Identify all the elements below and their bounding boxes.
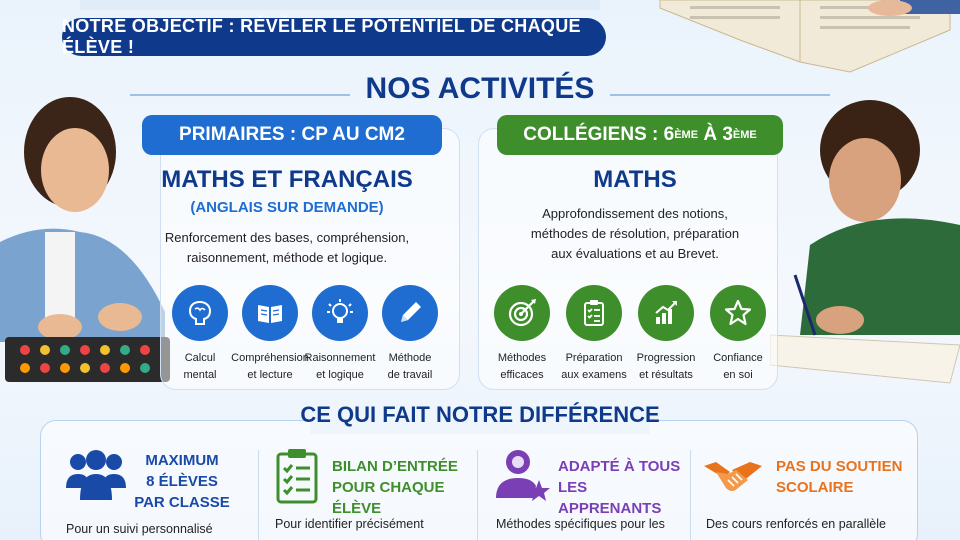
college-description-line3: aux évaluations et au Brevet.: [551, 246, 719, 261]
lightbulb-icon: [312, 285, 368, 341]
feature-separator: [477, 450, 478, 540]
title-line: BILAN D’ENTRÉE: [332, 458, 458, 475]
primary-icon-label-3: [300, 350, 380, 384]
feature-4-title: [776, 456, 906, 498]
brain-icon: [172, 285, 228, 341]
label-line: Progression: [636, 352, 696, 364]
title-line: LES APPRENANTS: [558, 479, 662, 517]
feature-3-title: [558, 456, 688, 519]
label-line: Méthode: [388, 352, 432, 364]
primary-description-line1: Renforcement des bases, compréhension,: [164, 230, 410, 245]
primary-subheading: (ANGLAIS SUR DEMANDE): [190, 199, 384, 216]
label-line: mental: [183, 369, 217, 381]
label-line: et résultats: [639, 369, 693, 381]
label-line: aux examens: [561, 369, 627, 381]
feature-2-title: [332, 456, 482, 519]
label-line: et lecture: [247, 369, 293, 381]
activities-title: NOS ACTIVITÉS: [365, 72, 595, 105]
primary-heading: MATHS ET FRANÇAIS: [161, 166, 413, 193]
college-level-badge: [497, 115, 783, 155]
feature-separator: [690, 450, 691, 540]
label-line: efficaces: [500, 369, 544, 381]
college-icon-label-2: [554, 350, 634, 384]
checklist-icon: [274, 448, 320, 506]
title-line: POUR CHAQUE ÉLÈVE: [332, 479, 445, 517]
title-line: PAR CLASSE: [134, 494, 230, 511]
badge-text: COLLÉGIENS : 6: [523, 124, 675, 145]
label-line: en soi: [723, 369, 753, 381]
feature-2-description: Pour identifier précisément: [275, 517, 424, 531]
chart-up-icon: [638, 285, 694, 341]
college-icon-label-3: [626, 350, 706, 384]
pencil-icon: [382, 285, 438, 341]
feature-4-description: Des cours renforcés en parallèle: [706, 517, 886, 531]
book-icon: [242, 285, 298, 341]
badge-superscript: ÈME: [674, 129, 699, 141]
title-line: ADAPTÉ À TOUS: [558, 458, 681, 475]
badge-superscript: ÈME: [732, 129, 757, 141]
group-icon: [64, 448, 128, 502]
target-icon: [494, 285, 550, 341]
difference-title: CE QUI FAIT NOTRE DIFFÉRENCE: [300, 402, 660, 427]
label-line: Méthodes: [497, 352, 547, 364]
objective-banner: NOTRE OBJECTIF : RÉVÉLER LE POTENTIEL DE CHAQUE ÉLÈVE !: [62, 18, 606, 56]
person-star-icon: [494, 446, 552, 506]
college-description-line2: méthodes de résolution, préparation: [530, 226, 740, 241]
label-line: Confiance: [713, 352, 763, 364]
clipboard-icon: [566, 285, 622, 341]
boy-writing-illustration: [770, 95, 960, 385]
title-line: MAXIMUM: [145, 452, 219, 469]
star-icon: [710, 285, 766, 341]
college-heading: MATHS: [593, 166, 677, 193]
feature-1-description: Pour un suivi personnalisé: [66, 522, 213, 536]
label-line: Raisonnement: [304, 352, 376, 364]
label-line: Calcul: [184, 352, 216, 364]
title-line: 8 ÉLÈVES: [146, 473, 218, 490]
feature-separator: [258, 450, 259, 540]
primary-icon-label-4: [370, 350, 450, 384]
primary-level-badge: PRIMAIRES : CP AU CM2: [142, 115, 442, 155]
college-icon-label-1: [482, 350, 562, 384]
college-icon-label-4: [698, 350, 778, 384]
top-text-strip: [80, 0, 600, 10]
primary-description-line2: raisonnement, méthode et logique.: [186, 250, 388, 265]
label-line: Compréhension: [231, 352, 309, 364]
label-line: et logique: [316, 369, 364, 381]
college-description-line1: Approfondissement des notions,: [542, 206, 728, 221]
feature-1-title: [132, 450, 232, 513]
feature-3-description: Méthodes spécifiques pour les: [496, 517, 665, 531]
title-line: SCOLAIRE: [776, 479, 854, 496]
label-line: de travail: [387, 369, 433, 381]
title-line: PAS DU SOUTIEN: [776, 458, 903, 475]
label-line: Préparation: [565, 352, 623, 364]
badge-text: À 3: [698, 124, 733, 145]
handshake-icon: [702, 452, 764, 502]
open-book-illustration: [650, 0, 960, 75]
